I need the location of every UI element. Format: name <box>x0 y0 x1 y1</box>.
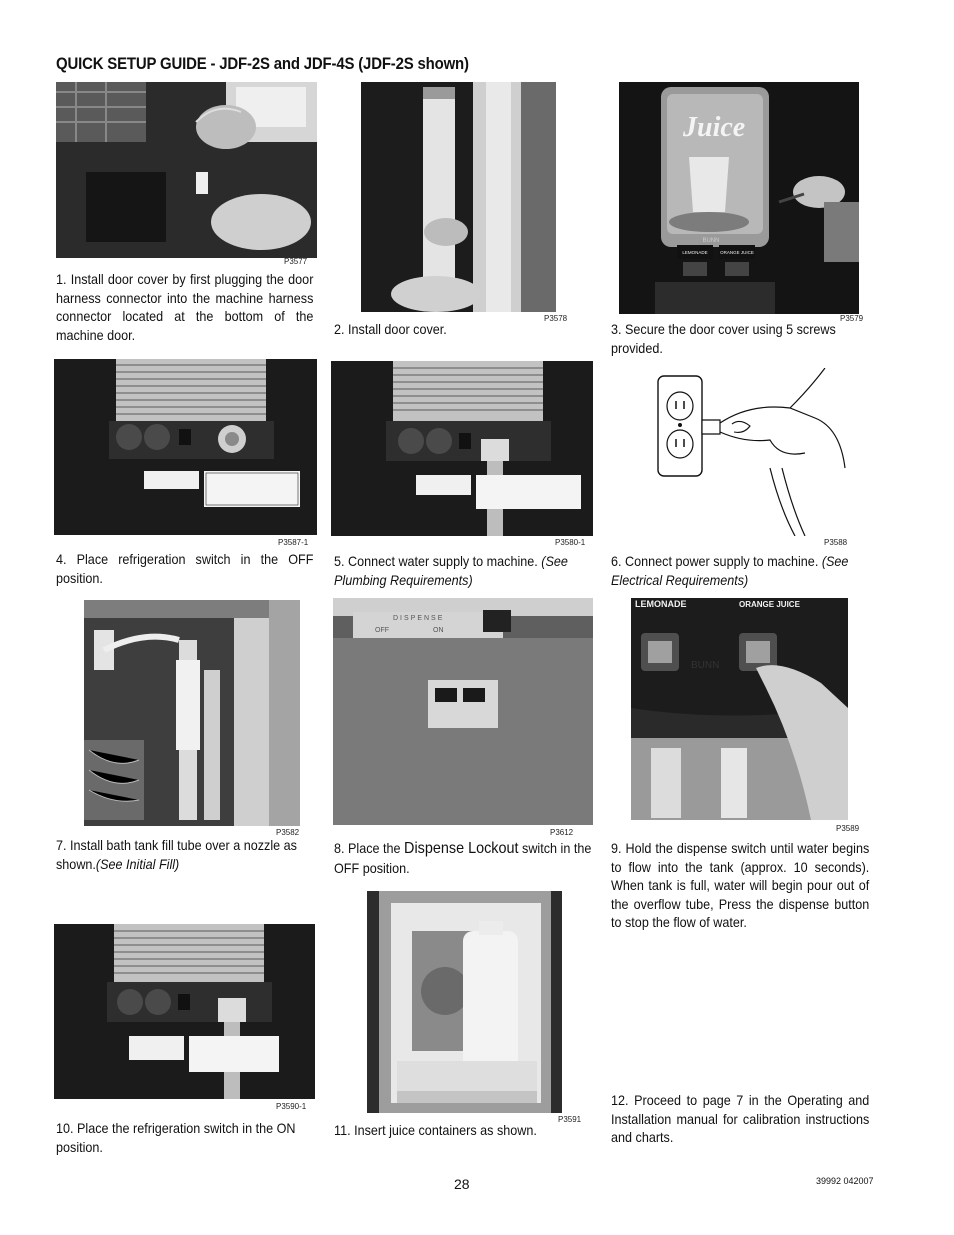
orange-juice-label: ORANGE JUICE <box>739 600 800 609</box>
step-3-caption: 3. Secure the door cover using 5 screws provided. <box>611 321 836 356</box>
photo-code: P3578 <box>544 314 568 323</box>
dispense-lockout-label: Dispense Lockout <box>404 840 519 857</box>
photo-juice-containers <box>367 891 562 1113</box>
on-label: ON <box>433 627 444 634</box>
step-5-text: 5. Connect water supply to machine. <box>334 553 542 569</box>
photo-code: P3587-1 <box>278 538 309 547</box>
step-7-caption <box>56 836 317 873</box>
step-11-caption: 11. Insert juice containers as shown. <box>334 1122 537 1138</box>
off-label: OFF <box>375 627 389 634</box>
step-10-caption: 10. Place the refrigeration switch in the ON position. <box>56 1120 296 1155</box>
plumbing-ref: (See Plumbing Requirements) <box>334 553 568 588</box>
step-9-caption: 9. Hold the dispense switch until water begins to flow into the tank (approx. 10 seconds). When tank is full, water will begin pour out of the overflow tube, Press the dispense button to stop the flow of water. <box>611 840 870 930</box>
photo-fill-tube <box>84 600 300 826</box>
step-6-text: 6. Connect power supply to machine. <box>611 553 822 569</box>
step-8-caption <box>334 839 600 877</box>
lemonade-label: LEMONADE <box>635 599 687 609</box>
photo-code: P3588 <box>824 538 848 547</box>
step-12-caption: 12. Proceed to page 7 in the Operating and Installation manual for calibration instructions and charts. <box>611 1092 870 1145</box>
initial-fill-ref: (See Initial Fill) <box>95 855 180 872</box>
lemonade-label: LEMONADE <box>682 250 708 255</box>
brand-label: BUNN <box>702 238 720 244</box>
photo-door-harness <box>56 82 317 258</box>
juice-logo: Juice <box>683 112 746 143</box>
brand-label: BUNN <box>691 660 720 671</box>
photo-code: P3590-1 <box>276 1102 307 1111</box>
photo-refrigeration-switch-on <box>54 924 315 1099</box>
photo-code: P3577 <box>284 257 308 266</box>
photo-secure-screws <box>619 82 859 314</box>
photo-code: P3612 <box>550 828 574 837</box>
document-id: 39992 042007 <box>816 1176 874 1186</box>
orange-juice-label: ORANGE JUICE <box>720 250 754 255</box>
illustration-power-outlet <box>640 368 850 536</box>
photo-dispense-lockout <box>333 598 593 825</box>
dispense-label: DISPENSE <box>393 615 445 622</box>
photo-code: P3589 <box>836 824 860 833</box>
step-4-caption: 4. Place refrigeration switch in the OFF position. <box>56 551 314 586</box>
step-2-caption: 2. Install door cover. <box>334 321 447 337</box>
photo-code: P3579 <box>840 314 864 323</box>
photo-code: P3591 <box>558 1115 582 1124</box>
photo-refrigeration-switch-off <box>54 359 317 535</box>
page-number: 28 <box>454 1176 470 1192</box>
photo-dispense-switch <box>631 598 848 820</box>
photo-water-supply <box>331 361 593 536</box>
page-title: QUICK SETUP GUIDE - JDF-2S and JDF-4S (JDF-2S shown) <box>56 54 469 73</box>
step-8-text: 8. Place the <box>334 840 405 856</box>
step-6-caption <box>611 552 872 589</box>
step-1-caption: 1. Install door cover by first plugging the door harness connector into the machine harness connector located at the bottom of the machine door. <box>56 271 314 343</box>
photo-code: P3582 <box>276 828 300 837</box>
photo-code: P3580-1 <box>555 538 586 547</box>
electrical-ref: (See Electrical Requirements) <box>611 553 849 588</box>
step-7-text: 7. Install bath tank fill tube over a nozzle as shown. <box>56 837 297 872</box>
step-8-text-end: switch in the OFF position. <box>334 840 592 876</box>
photo-door-cover <box>361 82 556 312</box>
step-5-caption <box>334 552 595 589</box>
